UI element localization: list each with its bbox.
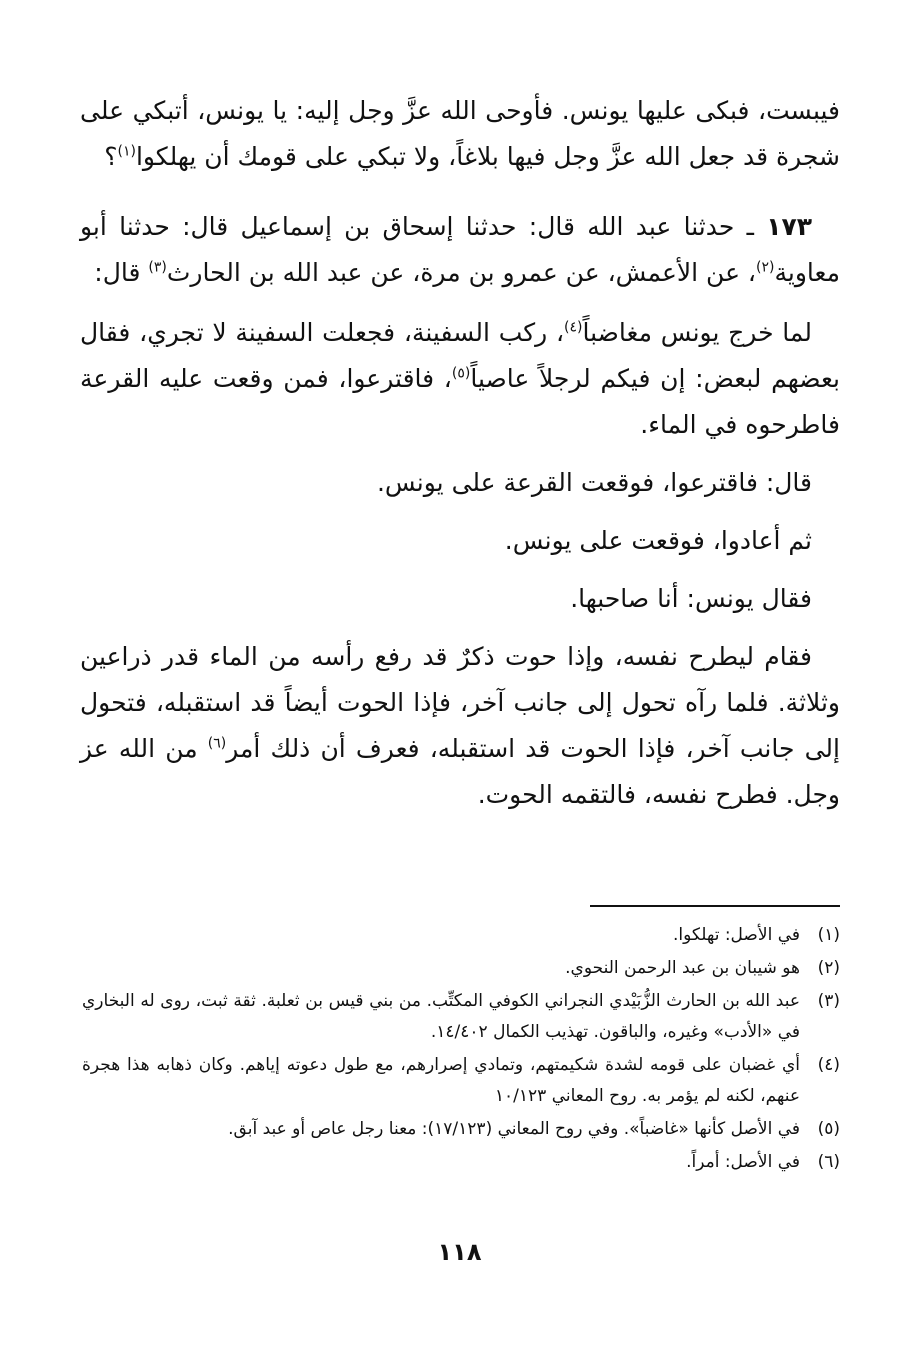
paragraph-1-end: ؟ (104, 142, 118, 171)
footnote-ref-1: (١) (117, 143, 136, 160)
footnote-ref-2: (٢) (756, 259, 775, 276)
footnote-6 (82, 1147, 840, 1178)
main-text (80, 88, 840, 818)
footnote-ref-4: (٤) (564, 319, 583, 336)
footnote-number: (١) (817, 925, 840, 945)
footnote-text: في الأصل: تهلكوا. (672, 925, 800, 945)
footnote-text: في الأصل: أمراً. (686, 1152, 800, 1172)
paragraph-6: فقال يونس: أنا صاحبها. (570, 584, 812, 613)
paragraph-3 (80, 310, 840, 448)
hadith-number: ١٧٣ (766, 212, 812, 241)
footnote-number: (٣) (817, 991, 840, 1011)
paragraph-4: قال: فاقترعوا، فوقعت القرعة على يونس. (376, 468, 812, 497)
footnote-number: (٦) (817, 1152, 840, 1172)
paragraph-3-part-2: ، ركب السفينة، فجعلت السفينة لا تجري، فقال بعضهم لبعض: إن فيكم لرجلاً عاصياً (80, 318, 840, 393)
footnote-ref-3: (٣) (148, 259, 167, 276)
paragraph-7-part-2: من الله عز وجل. فطرح نفسه، فالتقمه الحوت. (80, 734, 840, 809)
paragraph-3-part-1: لما خرج يونس مغاضباً (582, 318, 812, 347)
footnote-text: في الأصل كأنها «غاضباً». وفي روح المعاني (١٧/١٢٣): معنا رجل عاص أو عبد آبق. (228, 1119, 800, 1139)
footnote-number: (٥) (817, 1119, 840, 1139)
paragraph-1-text: فيبست، فبكى عليها يونس. فأوحى الله عزَّ وجل إليه: يا يونس، أتبكي على شجرة قد جعل الله عزَّ وجل فيها بلاغاً، ولا تبكي على قومك أن يهلكوا (80, 96, 840, 171)
footnote-separator (590, 905, 840, 907)
footnote-text: أي غضبان على قومه لشدة شكيمتهم، وتمادي إصرارهم، مع طول دعوته إياهم. وكان ذهابه هذا هجرة عنهم، لكنه لم يؤمر به. روح المعاني ١٠/١٢٣ (82, 1055, 800, 1106)
isnad-part-3: قال: (94, 258, 149, 287)
paragraph-3-part-3: ، فاقترعوا، فمن وقعت عليه القرعة فاطرحوه في الماء. (80, 364, 840, 439)
page-number: ١١٨ (437, 1238, 482, 1266)
paragraph-5: ثم أعادوا، فوقعت على يونس. (504, 526, 812, 555)
footnote-number: (٤) (817, 1055, 840, 1075)
footnote-4 (82, 1050, 840, 1112)
footnote-text: هو شيبان بن عبد الرحمن النحوي. (565, 958, 800, 978)
footnote-ref-6: (٦) (207, 735, 227, 752)
paragraph-7 (80, 634, 840, 818)
paragraph-1 (80, 88, 840, 180)
hadith-173 (80, 204, 840, 296)
footnotes (82, 920, 840, 1180)
footnote-1 (82, 920, 840, 951)
footnote-3 (82, 986, 840, 1048)
footnote-text: عبد الله بن الحارث الزُّبَيْدي النجراني الكوفي المكتِّب. من بني قيس بن ثعلبة. ثقة ثبت، روى له البخاري في «الأدب» وغيره، والباقون. تهذيب الكمال ١٤/٤٠٢. (82, 991, 800, 1042)
paragraph-7-part-1: فقام ليطرح نفسه، وإذا حوت ذكرٌ قد رفع رأسه من الماء قدر ذراعين وثلاثة. فلما رآه تحول إلى جانب آخر، فإذا الحوت أيضاً قد استقبله، فتحول إلى جانب آخر، فإذا الحوت قد استقبله، فعرف أن ذلك أمر (80, 642, 840, 763)
footnote-ref-5: (٥) (451, 365, 471, 382)
footnote-5 (82, 1114, 840, 1145)
isnad-part-2: ، عن الأعمش، عن عمرو بن مرة، عن عبد الله بن الحارث (166, 258, 757, 287)
footnote-2 (82, 953, 840, 984)
footnote-number: (٢) (817, 958, 840, 978)
isnad-part-1: ـ حدثنا عبد الله قال: حدثنا إسحاق بن إسماعيل قال: حدثنا أبو معاوية (80, 212, 840, 287)
